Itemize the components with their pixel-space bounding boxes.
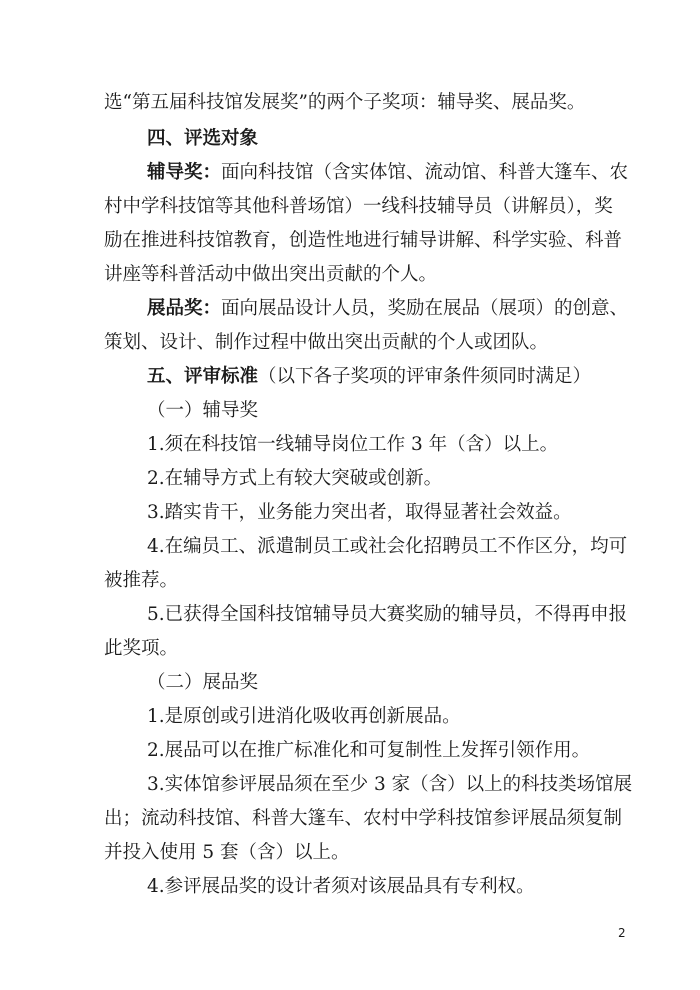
tutoring-criterion-5-line-1: 5.已获得全国科技馆辅导员大赛奖励的辅导员，不得再申报 [147,604,628,625]
exhibit-criterion-3-line-1: 3.实体馆参评展品须在至少 3 家（含）以上的科技类场馆展 [147,774,633,795]
tutoring-award-line-2: 村中学科技馆等其他科普场馆）一线科技辅导员（讲解员），奖 [104,196,613,217]
tutoring-criterion-4-line-1: 4.在编员工、派遣制员工或社会化招聘员工不作区分，均可 [147,536,628,557]
section-5-heading: 五、评审标准（以下各子奖项的评审条件须同时满足） [147,366,592,387]
tutoring-criterion-5-line-2: 此奖项。 [104,638,179,659]
tutoring-criterion-3: 3.踏实肯干，业务能力突出者，取得显著社会效益。 [147,502,572,523]
exhibit-award-label: 展品奖： [147,298,222,319]
tutoring-award-line-3: 励在推进科技馆教育，创造性地进行辅导讲解、科学实验、科普 [104,230,623,251]
subsection-tutoring-heading: （一）辅导奖 [147,400,259,421]
tutoring-award-label: 辅导奖： [147,162,222,183]
tutoring-criterion-2: 2.在辅导方式上有较大突破或创新。 [147,468,443,489]
intro-line [104,91,600,115]
section-5-note: （以下各子奖项的评审条件须同时满足） [258,366,592,387]
tutoring-criterion-4-line-2: 被推荐。 [104,570,179,591]
subsection-exhibit-heading: （二）展品奖 [147,672,259,693]
section-4-heading: 四、评选对象 [147,128,259,149]
exhibit-criterion-3-line-2: 出；流动科技馆、科普大篷车、农村中学科技馆参评展品须复制 [104,808,623,829]
tutoring-award-line-1: 辅导奖：面向科技馆（含实体馆、流动馆、科普大篷车、农 [147,162,629,183]
exhibit-award-line-2: 策划、设计、制作过程中做出突出贡献的个人或团队。 [104,332,549,353]
exhibit-award-line-1: 展品奖：面向展品设计人员，奖励在展品（展项）的创意、 [147,298,629,319]
exhibit-criterion-4: 4.参评展品奖的设计者须对该展品具有专利权。 [147,876,535,897]
exhibit-criterion-2: 2.展品可以在推广标准化和可复制性上发挥引领作用。 [147,740,591,761]
exhibit-criterion-1: 1.是原创或引进消化吸收再创新展品。 [147,706,461,727]
page-number: 2 [618,926,626,940]
tutoring-award-line-4: 讲座等科普活动中做出突出贡献的个人。 [104,264,438,285]
intro-text: 选“第五届科技馆发展奖”的两个子奖项：辅导奖、展品奖。 [104,92,586,113]
tutoring-criterion-1: 1.须在科技馆一线辅导岗位工作 3 年（含）以上。 [147,434,559,455]
exhibit-criterion-3-line-3: 并投入使用 5 套（含）以上。 [104,842,350,863]
